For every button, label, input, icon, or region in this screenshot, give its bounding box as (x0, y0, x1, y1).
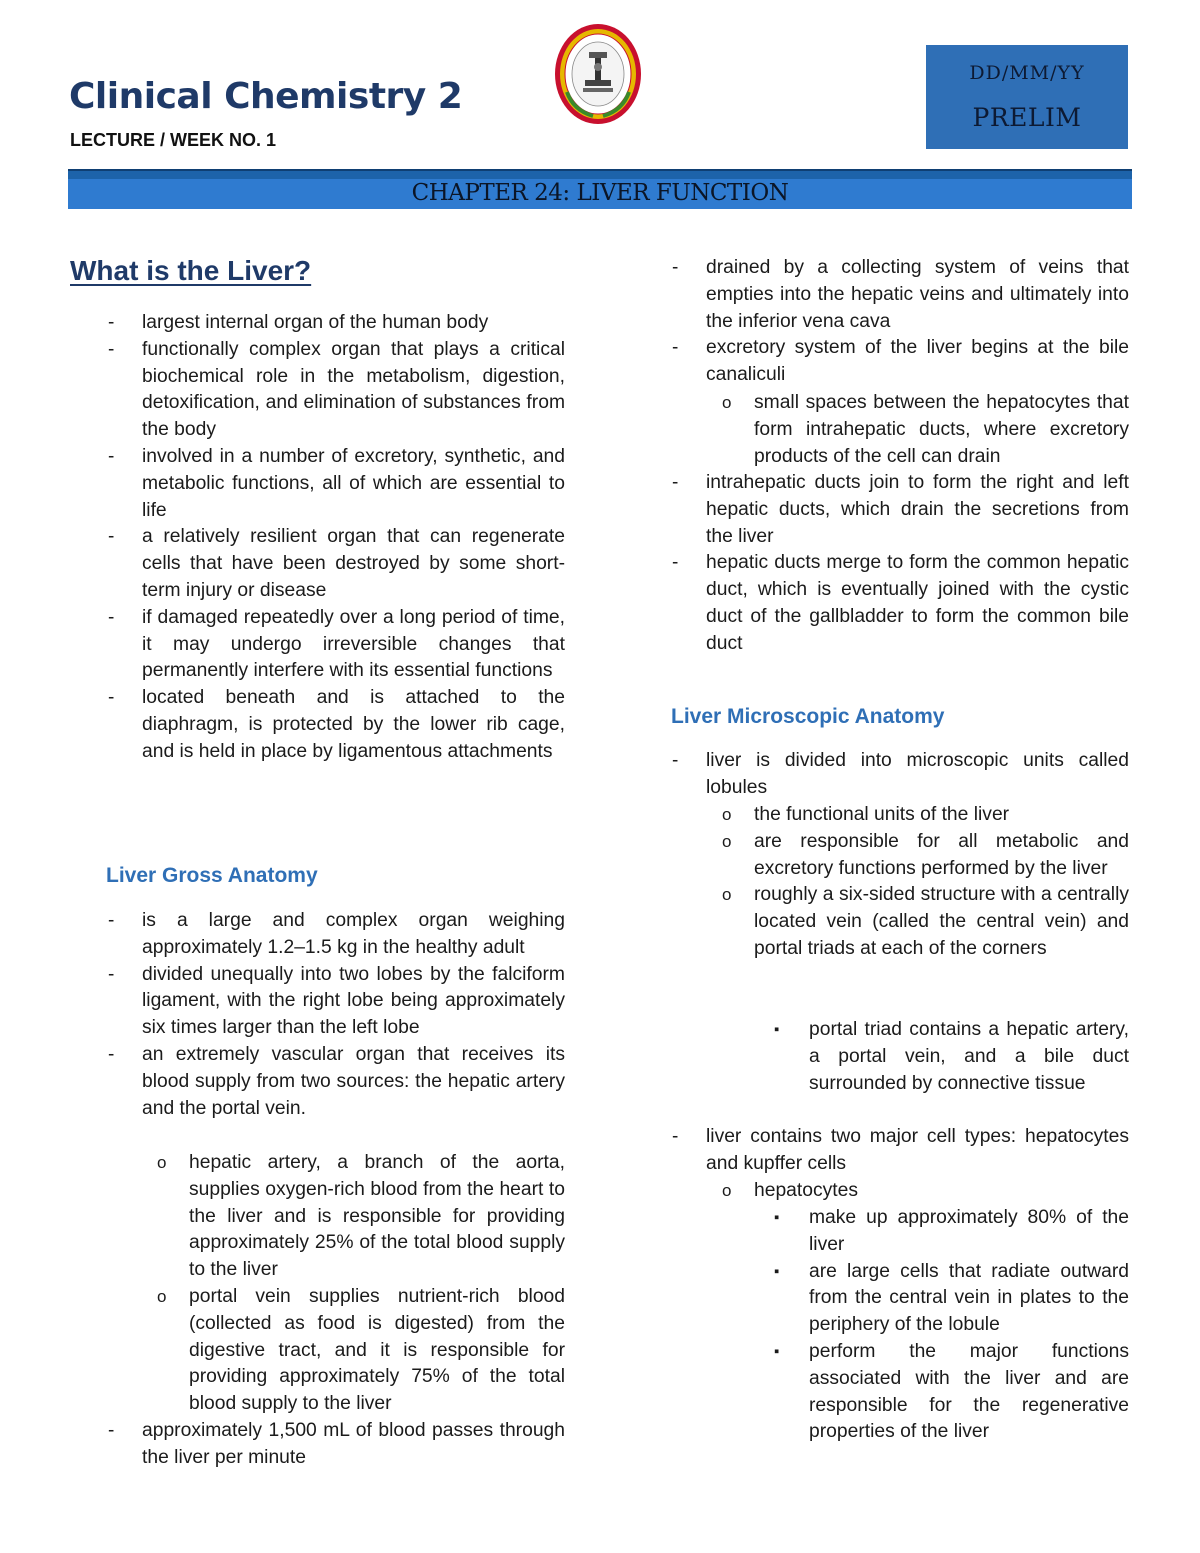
list-item: - if damaged repeatedly over a long period of time, it may undergo irreversible changes that permanently interfere with its essential functions (108, 606, 565, 682)
list-item: ▪ make up approximately 80% of the liver (774, 1207, 1129, 1255)
college-seal-logo (553, 22, 643, 126)
cell-types-list (672, 1124, 1129, 1178)
section-heading-gross-anatomy: Liver Gross Anatomy (106, 864, 318, 887)
lobule-properties-sublist (722, 802, 1129, 963)
list-item: o hepatocytes (754, 1178, 1129, 1205)
list-item: - located beneath and is attached to the diaphragm, is protected by the lower rib cage, and is held in place by ligamentous attachments (108, 687, 565, 762)
chapter-banner (68, 169, 1132, 209)
dash-bullet: - (108, 687, 115, 709)
blood-flow-list (108, 1418, 565, 1472)
list-item: - an extremely vascular organ that receives its blood supply from two sources: the hepatic artery and the portal vein. (108, 1043, 565, 1119)
list-item: - excretory system of the liver begins at the bile canaliculi (672, 337, 1129, 386)
dash-bullet: - (672, 337, 679, 359)
dash-bullet: - (108, 312, 115, 333)
list-item: - functionally complex organ that plays a critical biochemical role in the metabolism, digestion, detoxification, and elimination of substances from the body (108, 338, 565, 441)
dash-bullet: - (672, 750, 679, 771)
list-item: - is a large and complex organ weighing approximately 1.2–1.5 kg in the healthy adult (108, 910, 565, 958)
circle-bullet: o (157, 1286, 167, 1306)
circle-bullet: o (722, 805, 732, 824)
dash-bullet: - (672, 552, 679, 574)
liver-overview-list (108, 310, 565, 766)
section-heading-microscopic-anatomy: Liver Microscopic Anatomy (671, 705, 945, 728)
list-item: o roughly a six-sided structure with a centrally located vein (called the central vein) and portal triads at each of the corners (722, 884, 1129, 959)
list-item: o portal vein supplies nutrient-rich blood (collected as food is digested) from the digestive tract, and it is responsible for providing approximately 75% of the total blood supply to the liver (157, 1285, 565, 1415)
date-term-box (926, 45, 1128, 149)
gross-anatomy-list (108, 908, 565, 1122)
list-item: - largest internal organ of the human body (142, 310, 565, 337)
list-item: ▪ perform the major functions associated with the liver and are responsible for the regenerative properties of the liver (774, 1340, 1129, 1443)
blood-supply-sublist (157, 1150, 565, 1418)
list-item: - liver is divided into microscopic units called lobules (672, 750, 1129, 798)
term-label: PRELIM (972, 103, 1082, 132)
list-item: - liver contains two major cell types: hepatocytes and kupffer cells (672, 1126, 1129, 1174)
list-item: ▪ are large cells that radiate outward from the central vein in plates to the periphery of the lobule (774, 1260, 1129, 1336)
dash-bullet: - (672, 1126, 679, 1147)
dash-bullet: - (108, 1420, 115, 1441)
circle-bullet: o (722, 831, 732, 851)
chapter-title: CHAPTER 24: LIVER FUNCTION (411, 180, 789, 206)
list-item: - drained by a collecting system of veins that empties into the hepatic veins and ultimately into the inferior vena cava (672, 257, 1129, 332)
list-item: o the functional units of the liver (754, 802, 1129, 829)
list-item: - approximately 1,500 mL of blood passes through the liver per minute (108, 1420, 565, 1468)
circle-bullet: o (722, 393, 732, 412)
dash-bullet: - (108, 606, 115, 628)
date-placeholder: DD/MM/YY (969, 62, 1085, 84)
portal-triad-sublist (774, 1017, 1129, 1097)
list-item: - involved in a number of excretory, synthetic, and metabolic functions, all of which are essential to life (108, 445, 565, 521)
circle-bullet: o (722, 1181, 732, 1200)
list-item: - hepatic ducts merge to form the common hepatic duct, which is eventually joined with the cystic duct of the gallbladder to form the common bile duct (672, 552, 1129, 654)
dash-bullet: - (672, 257, 679, 278)
hepatocytes-sublist (722, 1178, 1129, 1205)
dash-bullet: - (108, 910, 115, 931)
list-item: o small spaces between the hepatocytes that form intrahepatic ducts, where excretory products of the cell can drain (722, 392, 1129, 467)
list-item: - intrahepatic ducts join to form the right and left hepatic ducts, which drain the secretions from the liver (672, 472, 1129, 547)
dash-bullet: - (108, 526, 115, 548)
dash-bullet: - (108, 1043, 115, 1065)
list-item: o are responsible for all metabolic and excretory functions performed by the liver (722, 830, 1129, 879)
square-bullet: ▪ (774, 1342, 780, 1360)
drainage-list (672, 255, 1129, 389)
list-item: o hepatic artery, a branch of the aorta, supplies oxygen-rich blood from the heart to the liver and is responsible for providing approximately 25% of the total blood supply to the liver (157, 1152, 565, 1281)
list-item: ▪ portal triad contains a hepatic artery, a portal vein, and a bile duct surrounded by connective tissue (774, 1019, 1129, 1094)
ducts-list (672, 470, 1129, 658)
section-heading-what-is-liver: What is the Liver? (70, 255, 312, 286)
dash-bullet: - (108, 963, 115, 985)
square-bullet: ▪ (774, 1021, 780, 1038)
lecture-week-label: LECTURE / WEEK NO. 1 (70, 130, 277, 150)
dash-bullet: - (108, 445, 115, 467)
document-title: Clinical Chemistry 2 (69, 76, 463, 117)
circle-bullet: o (722, 885, 732, 905)
hepatocyte-facts-sublist (774, 1205, 1129, 1446)
square-bullet: ▪ (774, 1262, 780, 1280)
circle-bullet: o (157, 1153, 167, 1172)
square-bullet: ▪ (774, 1209, 780, 1226)
dash-bullet: - (108, 338, 115, 360)
list-item: - divided unequally into two lobes by the falciform ligament, with the right lobe being approximately six times larger than the left lobe (108, 963, 565, 1039)
lobules-list (672, 748, 1129, 802)
list-item: - a relatively resilient organ that can regenerate cells that have been destroyed by some short-term injury or disease (108, 526, 565, 601)
dash-bullet: - (672, 472, 679, 493)
canaliculi-sublist (722, 390, 1129, 470)
